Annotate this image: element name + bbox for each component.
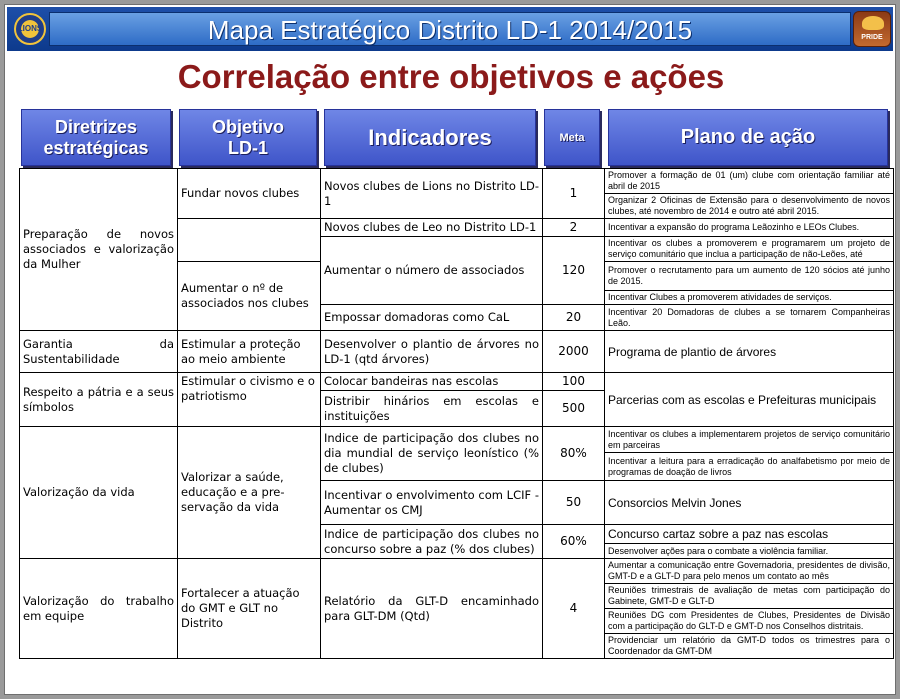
slide — [4, 4, 896, 695]
indicador-cell: Incentivar o envolvimento com LCIF - Aumentar os CMJ — [321, 481, 543, 525]
indicador-cell: Empossar domadoras como CaL — [321, 305, 543, 331]
meta-cell: 500 — [543, 391, 605, 427]
indicador-cell: Novos clubes de Lions no Distrito LD-1 — [321, 169, 543, 219]
indicador-cell: Indice de participação dos clubes no concurso sobre a paz (% dos clubes) — [321, 525, 543, 559]
plano-cell: Promover a formação de 01 (um) clube com orientação familiar até abril de 2015 — [605, 169, 894, 194]
page-title: Mapa Estratégico Distrito LD-1 2014/2015 — [207, 15, 693, 45]
header-diretrizes: Diretrizes estratégicas — [21, 109, 171, 166]
indicador-cell: Colocar bandeiras nas escolas — [321, 373, 543, 391]
pride-logo-icon: PRIDE — [853, 11, 891, 47]
header-indicadores: Indicadores — [324, 109, 536, 166]
table-row — [20, 331, 894, 373]
diretriz-cell: Respeito a pátria e a seus símbolos — [20, 373, 178, 427]
objetivo-cell — [178, 219, 321, 262]
table-row — [20, 169, 894, 194]
diretriz-cell: Valorização da vida — [20, 427, 178, 559]
plano-cell: Providenciar um relatório da GMT-D todos os trimestres para o Coordenador da GMT-DM — [605, 634, 894, 659]
plano-cell: Aumentar a comunicação entre Governadoria, presidentes de divisão, GMT-D e a GLT-D para pelo menos um contato ao mês — [605, 559, 894, 584]
objectives-table — [19, 168, 894, 659]
header-objetivo: Objetivo LD-1 — [179, 109, 317, 166]
plano-cell: Incentivar a leitura para a erradicação do analfabetismo por meio de programas de doação de livros — [605, 453, 894, 481]
meta-cell: 20 — [543, 305, 605, 331]
table-row — [20, 373, 894, 391]
diretriz-cell: Preparação de novos associados e valorização da Mulher — [20, 169, 178, 331]
plano-cell: Reuniões trimestrais de avaliação de metas com participação do Gabinete, GMT-D e GLT-D — [605, 584, 894, 609]
objetivo-cell: Valorizar a saúde, educação e a pre-servação da vida — [178, 427, 321, 559]
header-plano: Plano de ação — [608, 109, 888, 166]
meta-cell: 2000 — [543, 331, 605, 373]
meta-cell: 100 — [543, 373, 605, 391]
meta-cell: 4 — [543, 559, 605, 659]
diretriz-cell: Garantia da Sustentabilidade — [20, 331, 178, 373]
indicador-cell: Aumentar o número de associados — [321, 237, 543, 305]
diretriz-cell: Valorização do trabalho em equipe — [20, 559, 178, 659]
indicador-cell: Indice de participação dos clubes no dia mundial de serviço leonístico (% de clubes) — [321, 427, 543, 481]
title-bar — [7, 7, 893, 51]
plano-cell: Concurso cartaz sobre a paz nas escolas — [605, 525, 894, 544]
plano-cell: Incentivar os clubes a promoverem e programarem um projeto de serviço comunitário que inclua a participação de não-Leões, até — [605, 237, 894, 262]
indicador-cell: Novos clubes de Leo no Distrito LD-1 — [321, 219, 543, 237]
objetivo-cell: Fundar novos clubes — [178, 169, 321, 219]
plano-cell: Promover o recrutamento para um aumento de 120 sócios até junho de 2015. — [605, 262, 894, 291]
objetivo-cell: Fortalecer a atuação do GMT e GLT no Distrito — [178, 559, 321, 659]
plano-cell: Desenvolver ações para o combate a violência familiar. — [605, 544, 894, 559]
objetivo-cell: Estimular a proteção ao meio ambiente — [178, 331, 321, 373]
indicador-cell: Relatório da GLT-D encaminhado para GLT-DM (Qtd) — [321, 559, 543, 659]
meta-cell: 80% — [543, 427, 605, 481]
plano-cell: Incentivar a expansão do programa Leãozinho e LEOs Clubes. — [605, 219, 894, 237]
subtitle: Correlação entre objetivos e ações — [177, 58, 725, 95]
title-panel — [49, 12, 851, 46]
plano-cell: Organizar 2 Oficinas de Extensão para o desenvolvimento de novos clubes, até novembro de 2014 e outro até abril 2015. — [605, 194, 894, 219]
plano-cell: Reuniões DG com Presidentes de Clubes, Presidentes de Divisão com a participação do GLT-D e GMT-D nos Conselhos distritais. — [605, 609, 894, 634]
lions-logo-icon: LIONS — [14, 13, 46, 45]
meta-cell: 50 — [543, 481, 605, 525]
indicador-cell: Distribir hinários em escolas e instituições — [321, 391, 543, 427]
objetivo-cell: Aumentar o nº de associados nos clubes — [178, 262, 321, 331]
objetivo-cell: Estimular o civismo e o patriotismo — [178, 373, 321, 427]
table-row — [20, 559, 894, 584]
meta-cell: 2 — [543, 219, 605, 237]
plano-cell: Incentivar 20 Domadoras de clubes a se tornarem Companheiras Leão. — [605, 305, 894, 331]
plano-cell: Incentivar os clubes a implementarem projetos de serviço comunitário em parceiras — [605, 427, 894, 453]
table-row — [20, 427, 894, 453]
plano-cell: Programa de plantio de árvores — [605, 331, 894, 373]
indicador-cell: Desenvolver o plantio de árvores no LD-1 (qtd árvores) — [321, 331, 543, 373]
plano-cell: Consorcios Melvin Jones — [605, 481, 894, 525]
meta-cell: 1 — [543, 169, 605, 219]
header-meta: Meta — [544, 109, 600, 166]
plano-cell: Parcerias com as escolas e Prefeituras municipais — [605, 373, 894, 427]
plano-cell: Incentivar Clubes a promoverem atividades de serviços. — [605, 291, 894, 305]
meta-cell: 60% — [543, 525, 605, 559]
meta-cell: 120 — [543, 237, 605, 305]
